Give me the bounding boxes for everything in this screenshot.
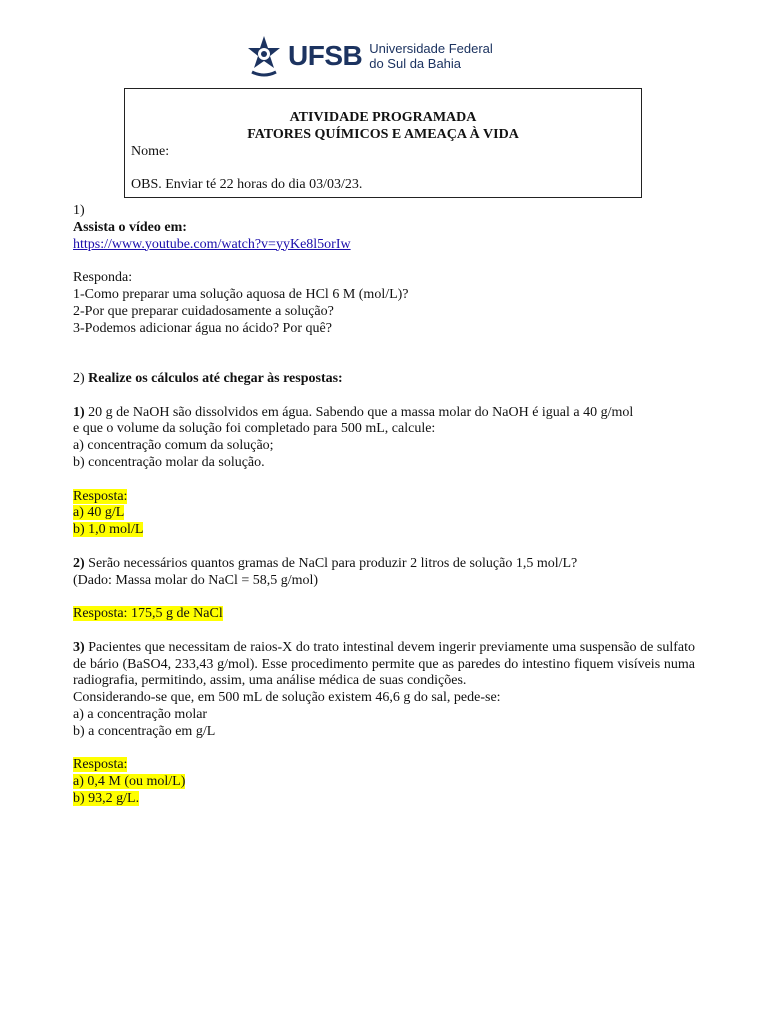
name-label: Nome: <box>131 144 170 159</box>
header-box <box>124 88 642 198</box>
question-1: 1-Como preparar uma solução aquosa de HCl 6 M (mol/L)? <box>73 286 409 302</box>
logo-subtitle <box>369 41 493 71</box>
video-link[interactable]: https://www.youtube.com/watch?v=yyKe8l5orIw <box>73 236 351 252</box>
q2-text: 2) Serão necessários quantos gramas de NaCl para produzir 2 litros de solução 1,5 mol/L? <box>73 555 578 571</box>
header-title-2: FATORES QUÍMICOS E AMEAÇA À VIDA <box>247 127 519 142</box>
q1-item-a: a) concentração comum da solução; <box>73 438 274 454</box>
header-title-1: ATIVIDADE PROGRAMADA <box>289 110 477 125</box>
q1-answer-a: a) 40 g/L <box>73 505 125 521</box>
q3-answer-a: a) 0,4 M (ou mol/L) <box>73 774 186 790</box>
q1-line2: e que o volume da solução foi completado para 500 mL, calcule: <box>73 421 436 437</box>
ufsb-logo <box>246 32 493 80</box>
q2-note: (Dado: Massa molar do NaCl = 58,5 g/mol) <box>73 572 319 588</box>
q1-line1: 1) 20 g de NaOH são dissolvidos em água. Sabendo que a massa molar do NaOH é igual a 40 g/mol <box>73 404 634 420</box>
obs-line: OBS. Enviar té 22 horas do dia 03/03/23. <box>131 177 363 192</box>
q3-item-a: a) a concentração molar <box>73 706 208 722</box>
logo-name: UFSB <box>288 40 363 71</box>
q1-answer-b: b) 1,0 mol/L <box>73 522 144 538</box>
q3-answer-b: b) 93,2 g/L. <box>73 790 140 806</box>
answer-label: Responda: <box>73 270 133 286</box>
q2-answer: Resposta: 175,5 g de NaCl <box>73 606 223 622</box>
q1-answer-label: Resposta: <box>73 488 128 504</box>
watch-label: Assista o vídeo em: <box>73 219 187 235</box>
logo-subtitle-line2: do Sul da Bahia <box>369 56 462 71</box>
q3-given: Considerando-se que, em 500 mL de solução existem 46,6 g do sal, pede-se: <box>73 690 501 706</box>
q1-item-b: b) concentração molar da solução. <box>73 454 265 470</box>
document-body <box>73 203 695 808</box>
section1-number: 1) <box>73 203 85 218</box>
section2-heading: 2) Realize os cálculos até chegar às respostas: <box>73 370 343 386</box>
question-3: 3-Podemos adicionar água no ácido? Por quê? <box>73 320 332 336</box>
q3-answer-label: Resposta: <box>73 757 128 773</box>
q3-item-b: b) a concentração em g/L <box>73 723 216 739</box>
star-seal-icon <box>246 34 282 78</box>
question-2: 2-Por que preparar cuidadosamente a solução? <box>73 303 334 319</box>
logo-subtitle-line1: Universidade Federal <box>369 41 493 56</box>
q3-text: 3) Pacientes que necessitam de raios-X do trato intestinal devem ingerir previamente uma suspensão de sulfato de bário (BaSO4, 233,43 g/mol). Esse procedimento permite que as paredes do intestino fiquem visíveis numa radiografia, permitindo, assim, uma análise médica de suas condições. <box>73 639 695 689</box>
